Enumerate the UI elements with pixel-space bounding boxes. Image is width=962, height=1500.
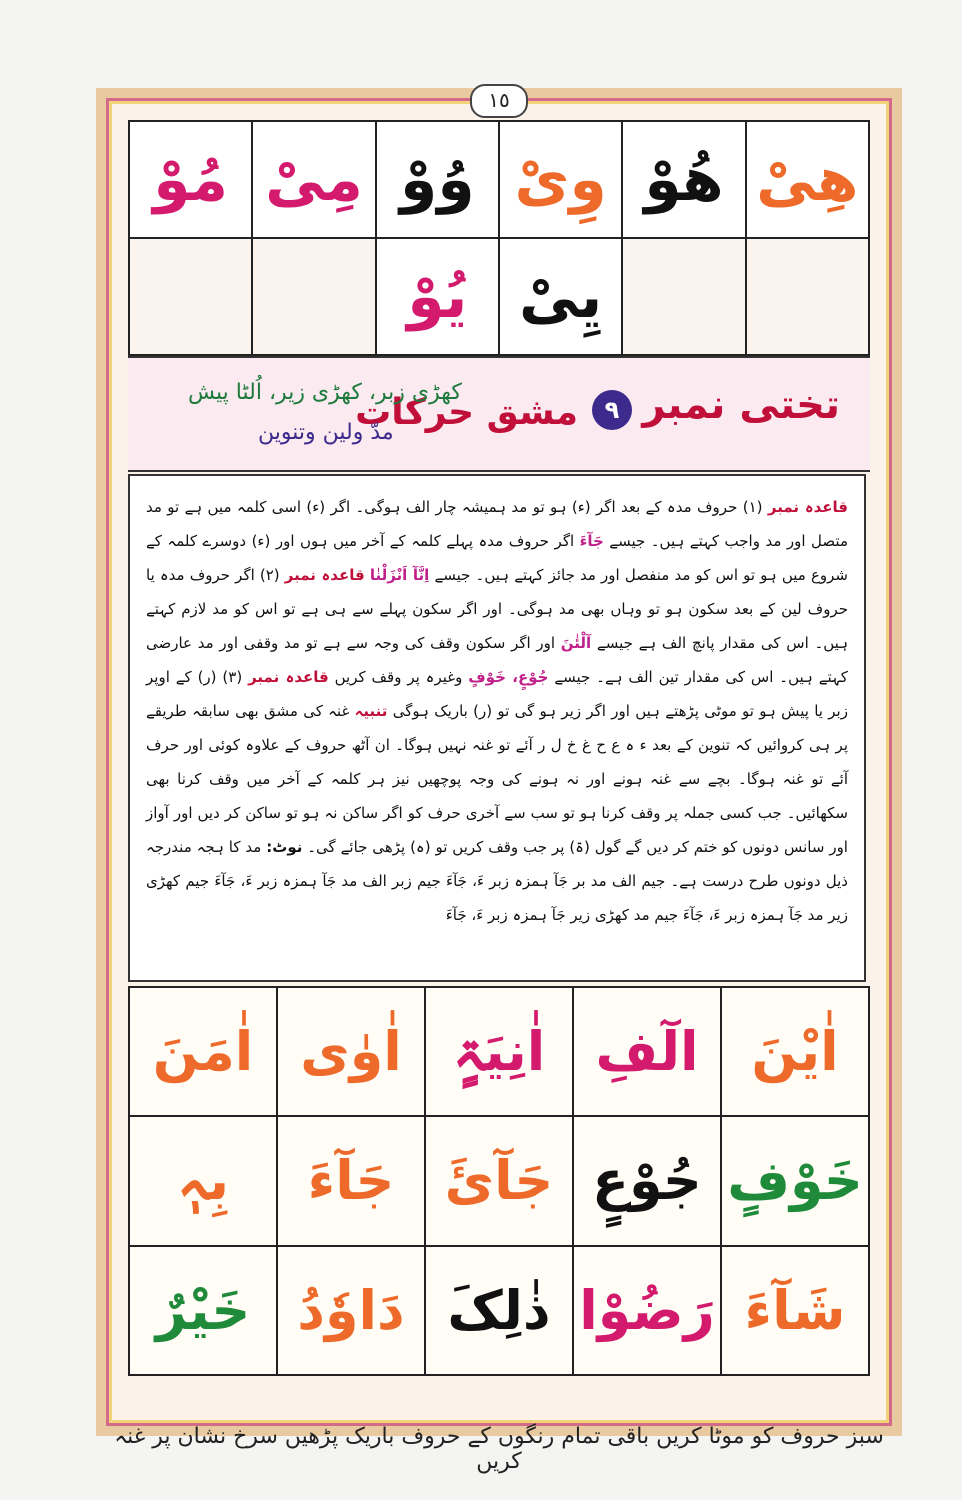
example-2: اِنَّآ اَنْزَلْنٰا	[369, 566, 430, 584]
bottom-word-grid	[128, 986, 870, 1376]
top-grid-cell: هِیْ	[747, 122, 868, 237]
lesson-subtitle: مشق حرکات	[355, 392, 578, 433]
top-grid-cell: وِیْ	[500, 122, 621, 237]
top-grid-cell: یِیْ	[500, 239, 621, 354]
lesson-note-2: مدّ ولین وتنوین	[258, 420, 394, 445]
example-3: آلْئٰنَ	[560, 634, 592, 652]
rule-label-2: قاعدہ نمبر	[284, 566, 365, 584]
bottom-grid-cell: خَوْفٍ	[722, 1117, 868, 1244]
bottom-grid-cell: اٰنِیَۃٍ	[426, 988, 572, 1115]
example-1: جَآءَ	[579, 532, 604, 550]
lesson-number: ۹	[592, 390, 632, 430]
rule-text-2: اگر حروف مدہ پہلے کلمہ کے آخر میں ہوں اور (ء) دوسرے کلمہ کے شروع میں ہو تو اس کو مد منفصل اور مد جائز کہتے ہیں۔ جیسے	[146, 532, 848, 584]
rule-text-8: مد کا ہجہ مندرجہ ذیل دونوں طرح درست ہے۔ جیم الف مد بر جَآ ہمزہ زبر ءَ، جَآءَ جیم زبر الف مد جَآ ہمزہ زبر ءَ، جَآءَ جیم کھڑی زیر مد جَآ ہمزہ زبر ءَ، جَآءَ جیم مد کھڑی زیر جَآ ہمزہ زبر ءَ، جَآءَ	[146, 838, 848, 924]
footer-instruction: سبز حروف کو موٹا کریں باقی تمام رنگوں کے حروف باریک پڑھیں سرخ نشان پر غنہ کریں	[114, 1424, 884, 1474]
rules-text	[128, 474, 866, 982]
lesson-title: تختی نمبر	[642, 382, 840, 428]
rule-label-3: قاعدہ نمبر	[248, 668, 329, 686]
bottom-grid-cell: جَآءَ	[278, 1117, 424, 1244]
top-grid-cell	[623, 239, 744, 354]
bottom-grid-cell: اٰوٰی	[278, 988, 424, 1115]
warning-label: تنبیہ	[354, 702, 388, 720]
top-grid-cell	[253, 239, 374, 354]
rule-text-4: اور اگر سکون وقف کی وجہ سے ہے تو مد وقفی اور مد عارضی کہتے ہیں۔ اس کی مقدار تین الف ہے۔ جیسے	[146, 634, 848, 686]
top-grid-cell: مُوْ	[130, 122, 251, 237]
top-grid-cell	[130, 239, 251, 354]
top-grid-cell	[747, 239, 868, 354]
top-grid-cell: هُوْ	[623, 122, 744, 237]
bottom-grid-cell: رَضُوْا	[574, 1247, 720, 1374]
rule-text-3: (۲) اگر حروف مدہ یا حروف لین کے بعد سکون ہو تو وہاں بھی مد ہوگی۔ اور اگر سکون پہلے سے ہی ہے تو اس کو مد لازم کہتے ہیں۔ اس کی مقدار پانچ الف ہے جیسے	[146, 566, 848, 652]
rule-text-6: (۳) (ر) کے اوپر زبر یا پیش ہو تو موٹی پڑھتے ہیں اور اگر زیر ہو گی تو (ر) باریک ہوگی	[146, 668, 848, 720]
lesson-note-1: کھڑی زبر، کھڑی زیر، اُلٹا پیش	[188, 380, 462, 405]
bottom-grid-cell: جَآئَ	[426, 1117, 572, 1244]
bottom-grid-cell: اٰمَنَ	[130, 988, 276, 1115]
bottom-grid-cell: شَآءَ	[722, 1247, 868, 1374]
bottom-grid-cell: اٰیْنَ	[722, 988, 868, 1115]
lesson-banner	[128, 356, 870, 472]
top-letter-grid	[128, 120, 870, 356]
rule-label-1: قاعدہ نمبر	[767, 498, 848, 516]
bottom-grid-cell: جُوْعٍ	[574, 1117, 720, 1244]
rule-text-5: وغیرہ پر وقف کریں	[334, 668, 463, 686]
rule-text-7: غنہ کی مشق بھی سابقہ طریقے پر ہی کروائیں کہ تنوین کے بعد ء ہ ع ح غ خ ل ر آئے تو غنہ نہیں ہوگا۔ ان آٹھ حروف کے علاوہ کوئی اور حرف آئے تو غنہ ہوگا۔ بچے سے غنہ ہونے اور نہ ہونے کی وجہ پوچھیں نیز ہر کلمہ کے آخر میں وقف کرنا بھی سکھائیں۔ جب کسی جملہ پر وقف کرنا ہو تو سب سے آخری حرف کو اگر ساکن نہ ہو تو ساکن کر دیں اور آواز اور سانس دونوں کو ختم کر دیں گے گول (ۃ) پر جب وقف کریں تو (ہ) پڑھی جائے گی۔	[146, 702, 848, 856]
top-grid-cell: مِیْ	[253, 122, 374, 237]
bottom-grid-cell: الٓفِ	[574, 988, 720, 1115]
top-grid-cell: وُوْ	[377, 122, 498, 237]
top-grid-cell: یُوْ	[377, 239, 498, 354]
example-4: جُوْعٍ، خَوْفٍ	[468, 668, 549, 686]
bottom-grid-cell: خَیْرٌ	[130, 1247, 276, 1374]
bottom-grid-cell: ذٰلِکَ	[426, 1247, 572, 1374]
note-label: نوٹ:	[266, 838, 303, 856]
page-number: ١٥	[470, 84, 528, 118]
rule-text-1: (۱) حروف مدہ کے بعد اگر (ء) ہو تو مد ہمیشہ چار الف ہوگی۔ اگر (ء) اسی کلمہ میں ہے تو مد متصل اور مد واجب کہتے ہیں۔ جیسے	[146, 498, 848, 550]
bottom-grid-cell: بِہٖ	[130, 1117, 276, 1244]
page-frame	[96, 88, 902, 1436]
bottom-grid-cell: دَاوٗدُ	[278, 1247, 424, 1374]
